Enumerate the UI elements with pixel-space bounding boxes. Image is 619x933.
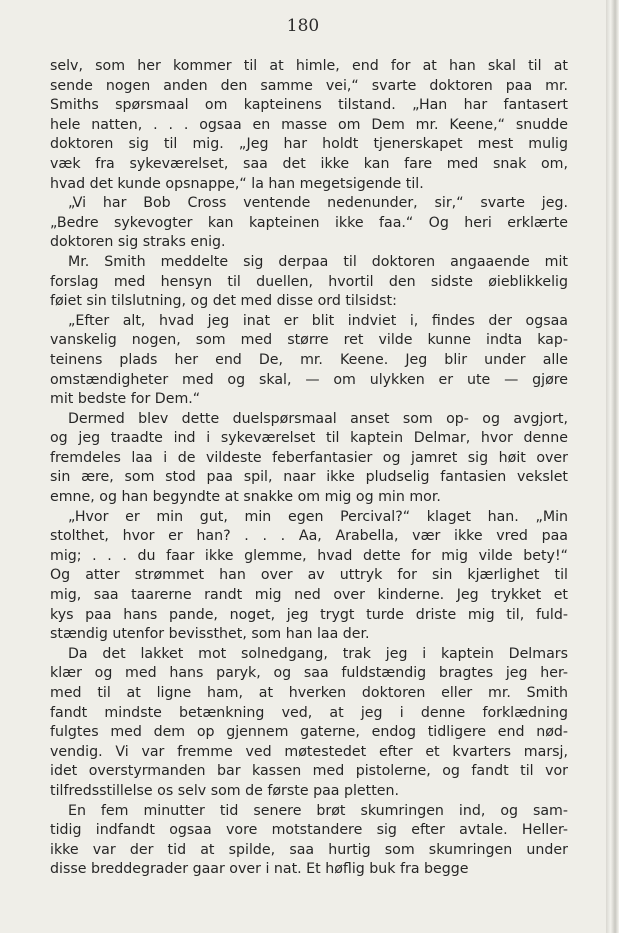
paragraph [50,802,568,880]
text-line: klær og med hans paryk, og saa fuldstændig bragtes jeg her- [50,665,568,682]
text-line: „Vi har Bob Cross ventende nedenunder, sir,“ svarte jeg. [68,195,568,212]
text-line: hele natten, . . . ogsaa en masse om Dem mr. Keene,“ snudde [50,116,568,133]
text-line: omstændigheter med og skal, — om ulykken er ute — gjøre [50,371,568,388]
text-line: selv, som her kommer til at himle, end for at han skal til at [50,58,568,74]
text-line: En fem minutter tid senere brøt skumringen ind, og sam- [68,802,568,819]
text-line: teinens plads her end De, mr. Keene. Jeg blir under alle [50,351,568,368]
text-line: tilfredsstillelse os selv som de første paa pletten. [50,782,399,799]
text-line: mig; . . . du faar ikke glemme, hvad dette for mig vilde bety!“ [50,547,568,564]
text-line: disse breddegrader gaar over i nat. Et høflig buk fra begge [50,861,469,878]
paragraph [50,253,568,312]
text-line: væk fra sykeværelset, saa det ikke kan fare med snak om, [50,155,568,172]
paragraph [50,312,568,410]
text-line: Da det lakket mot solnedgang, trak jeg i kaptein Delmars [68,645,568,662]
text-line: forslag med hensyn til duellen, hvortil den sidste øieblikkelig [50,273,568,290]
text-line: „Bedre sykevogter kan kapteinen ikke faa.“ Og heri erklærte [50,214,568,231]
page-number: 180 [286,16,320,36]
paragraph [50,194,568,253]
page-edge [606,0,619,933]
text-line: Dermed blev dette duelspørsmaal anset som op- og avgjort, [68,410,568,427]
text-line: ikke var der tid at spilde, saa hurtig som skumringen under [50,841,568,858]
text-line: mig, saa taarerne randt mig ned over kinderne. Jeg trykket et [50,587,568,604]
text-line: Og atter strømmet han over av uttryk for sin kjærlighet til [50,567,568,584]
body-text [50,57,568,880]
text-line: fandt mindste betænkning ved, at jeg i denne forklædning [50,704,568,721]
text-line: doktoren sig straks enig. [50,234,226,251]
text-line: „Efter alt, hvad jeg inat er blit indviet i, findes der ogsaa [68,312,568,329]
paragraph [50,410,568,508]
text-line: idet overstyrmanden bar kassen med pistolerne, og fandt til vor [50,763,568,780]
text-line: Smiths spørsmaal om kapteinens tilstand. „Han har fantasert [50,97,568,114]
paragraph [50,508,568,645]
paragraph [50,645,568,802]
paragraph [50,57,568,194]
text-line: hvad det kunde opsnappe,“ la han megetsigende til. [50,175,424,192]
text-line: og jeg traadte ind i sykeværelset til kaptein Delmar, hvor denne [50,430,568,447]
text-line: fulgtes med dem op gjennem gaterne, endog tidligere end nød- [50,724,568,741]
text-line: tidig indfandt ogsaa vore motstandere sig efter avtale. Heller- [50,822,568,839]
text-line: doktoren sig til mig. „Jeg har holdt tjenerskapet mest mulig [50,136,568,153]
text-line: stolthet, hvor er han? . . . Aa, Arabella, vær ikke vred paa [50,528,568,545]
text-line: emne, og han begyndte at snakke om mig og min mor. [50,489,441,506]
text-line: „Hvor er min gut, min egen Percival?“ klaget han. „Min [68,508,568,525]
text-line: fremdeles laa i de vildeste feberfantasier og jamret sig høit over [50,449,568,466]
text-line: sin ære, som stod paa spil, naar ikke pludselig fantasien vekslet [50,469,568,486]
text-line: sende nogen anden den samme vei,“ svarte doktoren paa mr. [50,77,568,94]
text-line: stændig utenfor bevissthet, som han laa der. [50,626,370,643]
text-line: Mr. Smith meddelte sig derpaa til doktoren angaaende mit [68,253,568,270]
text-line: kys paa hans pande, noget, jeg trygt turde driste mig til, fuld- [50,606,568,623]
text-line: med til at ligne ham, at hverken doktoren eller mr. Smith [50,685,568,701]
text-line: føiet sin tilslutning, og det med disse ord tilsidst: [50,293,397,310]
text-line: mit bedste for Dem.“ [50,391,201,408]
text-line: vendig. Vi var fremme ved møtestedet efter et kvarters marsj, [50,743,568,760]
text-line: vanskelig nogen, som med større ret vilde kunne indta kap- [50,332,568,349]
